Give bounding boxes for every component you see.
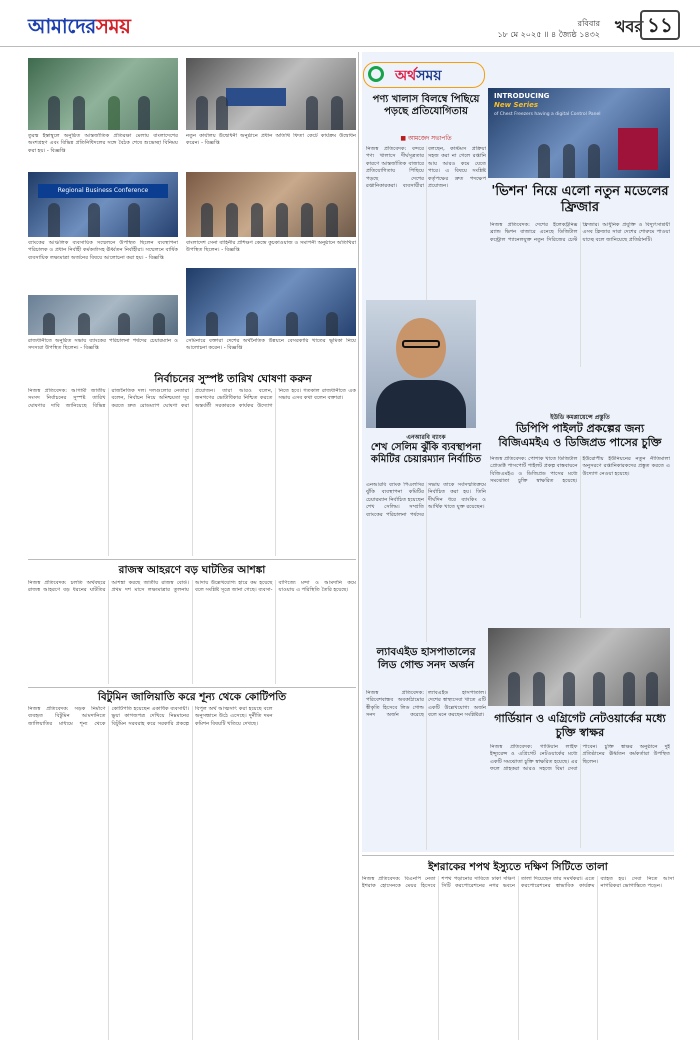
article-kicker: এনআরবি ব্যাংক	[406, 434, 446, 441]
news-photo-seminar[interactable]	[186, 268, 356, 336]
brand-logo[interactable]	[395, 64, 441, 88]
article-headline[interactable]: রাজস্ব আহরণে বড় ঘাটতির আশঙ্কা	[118, 564, 266, 576]
photo-caption: রাজধানীতে অনুষ্ঠিত সভায় ব্যাংকের পরিচালনা পর্ষদের চেয়ারম্যান ও সদস্যরা উপস্থিত ছিলেন। - বিজ্ঞপ্তি	[28, 338, 178, 352]
news-photo-ceremony[interactable]	[28, 58, 178, 130]
logo-part2: সময়	[95, 14, 131, 38]
face-icon	[396, 318, 446, 378]
portrait-photo[interactable]	[366, 300, 476, 428]
divider	[28, 559, 356, 560]
brand-word-1: অর্থ	[395, 68, 417, 84]
news-photo-conference[interactable]	[28, 172, 178, 237]
article-headline[interactable]: পণ্য খালাস বিলম্বে পিছিয়ে পড়ছে প্রতিযোগিতায়	[372, 94, 480, 117]
article-headline[interactable]: গার্ডিয়ান ও এগ্রিগেট নেটওয়ার্কের মধ্যে চুক্তি স্বাক্ষর	[494, 712, 666, 739]
photo-caption: নতুন কার্যালয় উদ্বোধনী অনুষ্ঠানে প্রধান অতিথি ফিতা কেটে কার্যক্রম উদ্বোধন করেন। - বিজ্ঞপ্তি	[186, 133, 356, 147]
article-body: নিজস্ব প্রতিবেদক: পরিবেশবান্ধব অবকাঠামোর স্বীকৃতি হিসেবে লিড গোল্ড সনদ অর্জন করেছে ল্যাবএইড হাসপাতাল। দেশের স্বাস্থ্যসেবা খাতে এটি একটি উল্লেখযোগ্য অর্জন বলে মনে করছেন সংশ্লিষ্টরা।	[366, 690, 486, 719]
article-kicker: ইউডি কমপ্লায়েন্সে প্রস্তুতি	[550, 414, 610, 421]
date-label: ১৮ মে ২০২৫ ॥ ৪ জ্যৈষ্ঠ ১৪৩২	[497, 30, 600, 39]
section-label: খবর	[615, 17, 644, 36]
news-photo-building[interactable]	[186, 58, 356, 130]
suit-icon	[376, 380, 466, 428]
article-body: নিজস্ব প্রতিবেদক: আগামী জাতীয় সংসদ নির্বাচনের সুস্পষ্ট তারিখ ঘোষণার দাবি জানিয়েছে বিভিন্ন রাজনৈতিক দল। দলগুলোর নেতারা বলেন, নির্বাচন নিয়ে অনিশ্চয়তা দূর করতে দ্রুত রোডম্যাপ ঘোষণা করা প্রয়োজন। তারা আরও বলেন, জনগণের ভোটাধিকার নিশ্চিত করতে অন্তর্বর্তী সরকারকে কার্যকর উদ্যোগ নিতে হবে। গতকাল রাজধানীতে এক সভায় এসব কথা বলেন বক্তারা।	[28, 388, 356, 409]
ad-line: of Chest Freezers having a digital Control Panel	[494, 112, 601, 117]
article-headline[interactable]: ইশরাকের শপথ ইস্যুতে দক্ষিণ সিটিতে তালা	[428, 861, 608, 873]
news-photo-agreement[interactable]	[488, 628, 670, 706]
article-body: নিজস্ব প্রতিবেদক: গার্ডিয়ান লাইফ ইন্স্যুরেন্স ও এগ্রিগেট নেটওয়ার্কের মধ্যে একটি সমঝোতা চুক্তি স্বাক্ষরিত হয়েছে। এর ফলে গ্রাহকরা আরও সহজে বিমা সেবা পাবেন। চুক্তি স্বাক্ষর অনুষ্ঠানে দুই প্রতিষ্ঠানের ঊর্ধ্বতন কর্মকর্তারা উপস্থিত ছিলেন।	[490, 744, 670, 773]
photo-caption: ব্যাংকের আঞ্চলিক ব্যবসায়িক সম্মেলনে উপস্থিত ছিলেন ব্যবস্থাপনা পরিচালক ও প্রধান নির্বাহী কর্মকর্তাসহ ঊর্ধ্বতন নির্বাহীরা। সম্মেলনে বার্ষিক ব্যবসায়িক লক্ষ্যমাত্রা অর্জনের বিষয়ে আলোচনা করা হয়। - বিজ্ঞপ্তি	[28, 240, 178, 261]
page-number: ১১	[640, 10, 680, 40]
byline: ■ আমজেদ সভাপতি	[400, 135, 452, 142]
brand-word-2: সময়	[416, 68, 442, 84]
newspaper-logo[interactable]	[28, 12, 130, 45]
article-body: নিজস্ব প্রতিবেদক: বিএনপি নেতা ইশরাক হোসেনকে মেয়র হিসেবে শপথ পড়ানোর দাবিতে ঢাকা দক্ষিণ সিটি করপোরেশনের নগর ভবনে তালা দিয়েছেন তার সমর্থকরা। এতে করপোরেশনের স্বাভাবিক কার্যক্রম ব্যাহত হয়। সেবা নিতে আসা নাগরিকরা ভোগান্তিতে পড়েন।	[362, 876, 674, 890]
column-divider	[358, 52, 359, 1040]
article-headline[interactable]: নির্বাচনের সুস্পষ্ট তারিখ ঘোষণা করুন	[154, 373, 312, 385]
news-photo-parade[interactable]	[186, 172, 356, 237]
article-headline[interactable]: শেখ সেলিম ঝুঁকি ব্যবস্থাপনা কমিটির চেয়ারম্যান নির্বাচিত	[370, 442, 482, 465]
banner-icon	[226, 88, 286, 106]
ad-new-series: New Series	[494, 101, 539, 109]
article-headline[interactable]: ল্যাবএইড হাসপাতালের লিড গোল্ড সনদ অর্জন	[376, 646, 476, 671]
product-ad-photo[interactable]	[488, 88, 670, 178]
photo-caption: তুরস্ক ইস্তাম্বুলে অনুষ্ঠিত আন্তর্জাতিক প্রতিরক্ষা মেলায় বাংলাদেশের অংশগ্রহণ এবং বিভিন্ন প্রতিনিধিদলের সঙ্গে বৈঠক শেষে শুভেচ্ছা বিনিময় করা হয়। - বিজ্ঞপ্তি	[28, 133, 178, 154]
day-label: রবিবার	[577, 19, 600, 28]
divider	[28, 687, 356, 688]
conference-banner: Regional Business Conference	[38, 184, 168, 198]
article-headline[interactable]: বিটুমিন জালিয়াতি করে শূন্য থেকে কোটিপতি	[97, 691, 287, 703]
ad-intro: INTRODUCING	[494, 92, 550, 100]
article-body: নিজস্ব প্রতিবেদক: পোশাক খাতে ডিজিটাল প্রোডাক্ট পাসপোর্ট পাইলট প্রকল্প বাস্তবায়নে বিজিএমইএ ও ডিজিপ্রড পাসের মধ্যে সমঝোতা চুক্তি স্বাক্ষরিত হয়েছে। ইউরোপীয় ইউনিয়নের নতুন নীতিমালা অনুসরণে রপ্তানিকারকদের প্রস্তুত করতে এ উদ্যোগ নেওয়া হয়েছে।	[490, 456, 670, 485]
photo-caption: বাংলাদেশ সেনা বাহিনীর প্রশিক্ষণ কেন্দ্রে কুচকাওয়াজ ও সমাপনী অনুষ্ঠানে অতিথিরা উপস্থিত ছিলেন। - বিজ্ঞপ্তি	[186, 240, 356, 254]
article-body: নিজস্ব প্রতিবেদক: চলতি অর্থবছরে রাজস্ব আহরণে বড় ধরনের ঘাটতির আশঙ্কা করছে জাতীয় রাজস্ব বোর্ড। প্রথম দশ মাসে লক্ষ্যমাত্রার তুলনায় আদায় উল্লেখযোগ্য হারে কম হয়েছে বলে সংশ্লিষ্ট সূত্রে জানা গেছে। ব্যবসা-বাণিজ্যে মন্দা ও আমদানি কমে যাওয়ায় এ পরিস্থিতি তৈরি হয়েছে।	[28, 580, 356, 594]
article-body: এনআরবি ব্যাংক পিএলসির ঝুঁকি ব্যবস্থাপনা কমিটির চেয়ারম্যান নির্বাচিত হয়েছেন শেখ সেলিম। সম্প্রতি ব্যাংকের পরিচালনা পর্ষদের সভায় তাকে সর্বসম্মতিক্রমে নির্বাচিত করা হয়। তিনি দীর্ঘদিন ধরে ব্যাংকিং ও আর্থিক খাতে যুক্ত রয়েছেন।	[366, 482, 486, 518]
dateline	[400, 18, 600, 40]
article-headline[interactable]: ডিপিপি পাইলট প্রকল্পের জন্য বিজিএমইএ ও ডিজিপ্রড পাসের চুক্তি	[498, 422, 662, 449]
article-body: নিজস্ব প্রতিবেদক: সড়ক নির্মাণে ব্যবহৃত বিটুমিন আমদানিতে জালিয়াতির মাধ্যমে শূন্য থেকে কোটিপতি হয়েছেন একাধিক ব্যবসায়ী। ভুয়া কাগজপত্র দেখিয়ে নিম্নমানের বিটুমিন সরবরাহ করে সরকারি প্রকল্পে বিপুল অর্থ আত্মসাৎ করা হয়েছে বলে অনুসন্ধানে উঠে এসেছে। দুর্নীতি দমন কমিশন বিষয়টি খতিয়ে দেখছে।	[28, 706, 273, 727]
byline-author: আমজেদ সভাপতি	[407, 135, 452, 142]
brand-icon	[368, 66, 384, 82]
logo-part1: আমাদের	[28, 14, 96, 38]
article-body: নিজস্ব প্রতিবেদক: বন্দরে পণ্য খালাসে দীর্ঘসূত্রতার কারণে আন্তর্জাতিক বাজারে প্রতিযোগিতায় পিছিয়ে পড়ছে দেশের রপ্তানিকারকরা। ব্যবসায়ীরা বলছেন, কাস্টমস প্রক্রিয়া সহজ করা না গেলে রপ্তানি আয় আরও কমে যেতে পারে। এ বিষয়ে সংশ্লিষ্ট কর্তৃপক্ষের দ্রুত পদক্ষেপ প্রয়োজন।	[366, 146, 486, 190]
article-headline[interactable]: 'ভিশন' নিয়ে এলো নতুন মডেলের ফ্রিজার	[491, 184, 669, 215]
glasses-icon	[402, 340, 440, 348]
freezer-icon	[618, 128, 658, 170]
article-body: নিজস্ব প্রতিবেদক: দেশের ইলেকট্রনিক্স ব্র্যান্ড ভিশন বাজারে এনেছে ডিজিটাল কন্ট্রোল প্যানেলযুক্ত নতুন সিরিজের চেস্ট ফ্রিজার। আধুনিক প্রযুক্তি ও বিদ্যুৎসাশ্রয়ী এসব ফ্রিজার সারা দেশের শোরুমে পাওয়া যাচ্ছে বলে জানিয়েছে প্রতিষ্ঠানটি।	[490, 222, 670, 243]
divider	[362, 855, 674, 856]
photo-caption: সেমিনারে বক্তারা দেশের অর্থনৈতিক উন্নয়নে বেসরকারি খাতের ভূমিকা নিয়ে আলোচনা করেন। - বিজ্ঞপ্তি	[186, 338, 356, 352]
news-photo-meeting[interactable]	[28, 295, 178, 335]
